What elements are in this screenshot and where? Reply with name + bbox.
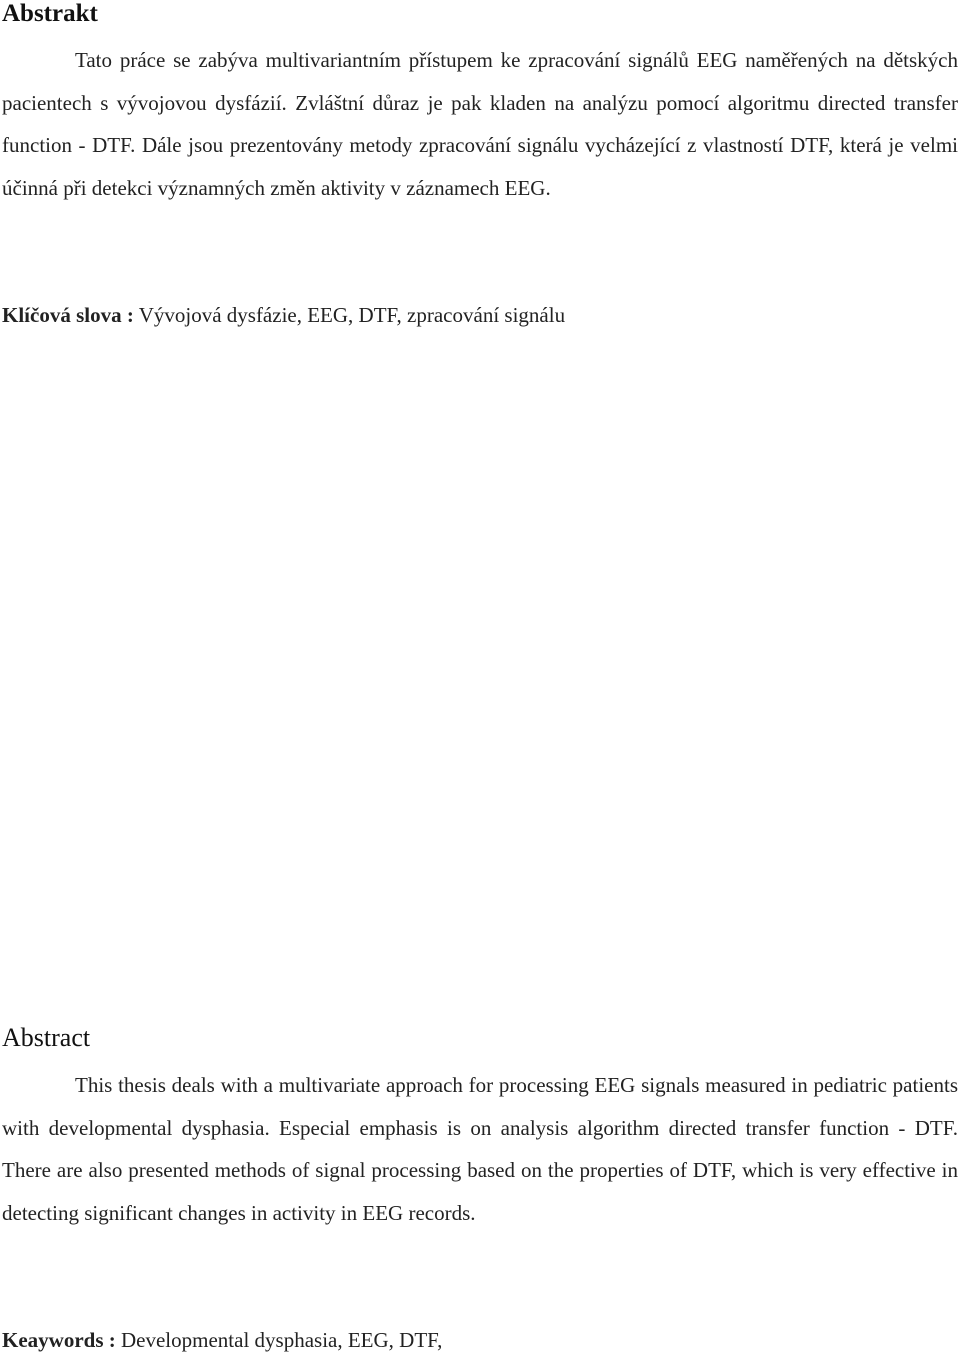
czech-keywords [2, 300, 565, 330]
czech-keywords-value: Vývojová dysfázie, EEG, DTF, zpracování signálu [133, 303, 566, 327]
czech-abstract-heading: Abstrakt [2, 0, 98, 27]
english-keywords [2, 1325, 442, 1355]
english-abstract-paragraph: This thesis deals with a multivariate approach for processing EEG signals measured in pediatric patients with developmental dysphasia. Especial emphasis is on analysis algorithm directed transfer function - DTF. There are also presented methods of signal processing based on the properties of DTF, which is very effective in detecting significant changes in activity in EEG records. [2, 1073, 958, 1225]
czech-abstract-paragraph: Tato práce se zabýva multivariantním přístupem ke zpracování signálů EEG naměřených na dětských pacientech s vývojovou dysfázií. Zvláštní důraz je pak kladen na analýzu pomocí algoritmu directed transfer function - DTF. Dále jsou prezentovány metody zpracování signálu vycházející z vlastností DTF, která je velmi účinná při detekci významných změn aktivity v záznamech EEG. [2, 48, 958, 200]
english-keywords-label: Keaywords : [2, 1328, 116, 1352]
english-abstract-heading: Abstract [2, 1023, 91, 1052]
czech-keywords-label: Klíčová slova : [2, 303, 134, 327]
english-keywords-value: Developmental dysphasia, EEG, DTF, [115, 1328, 443, 1352]
